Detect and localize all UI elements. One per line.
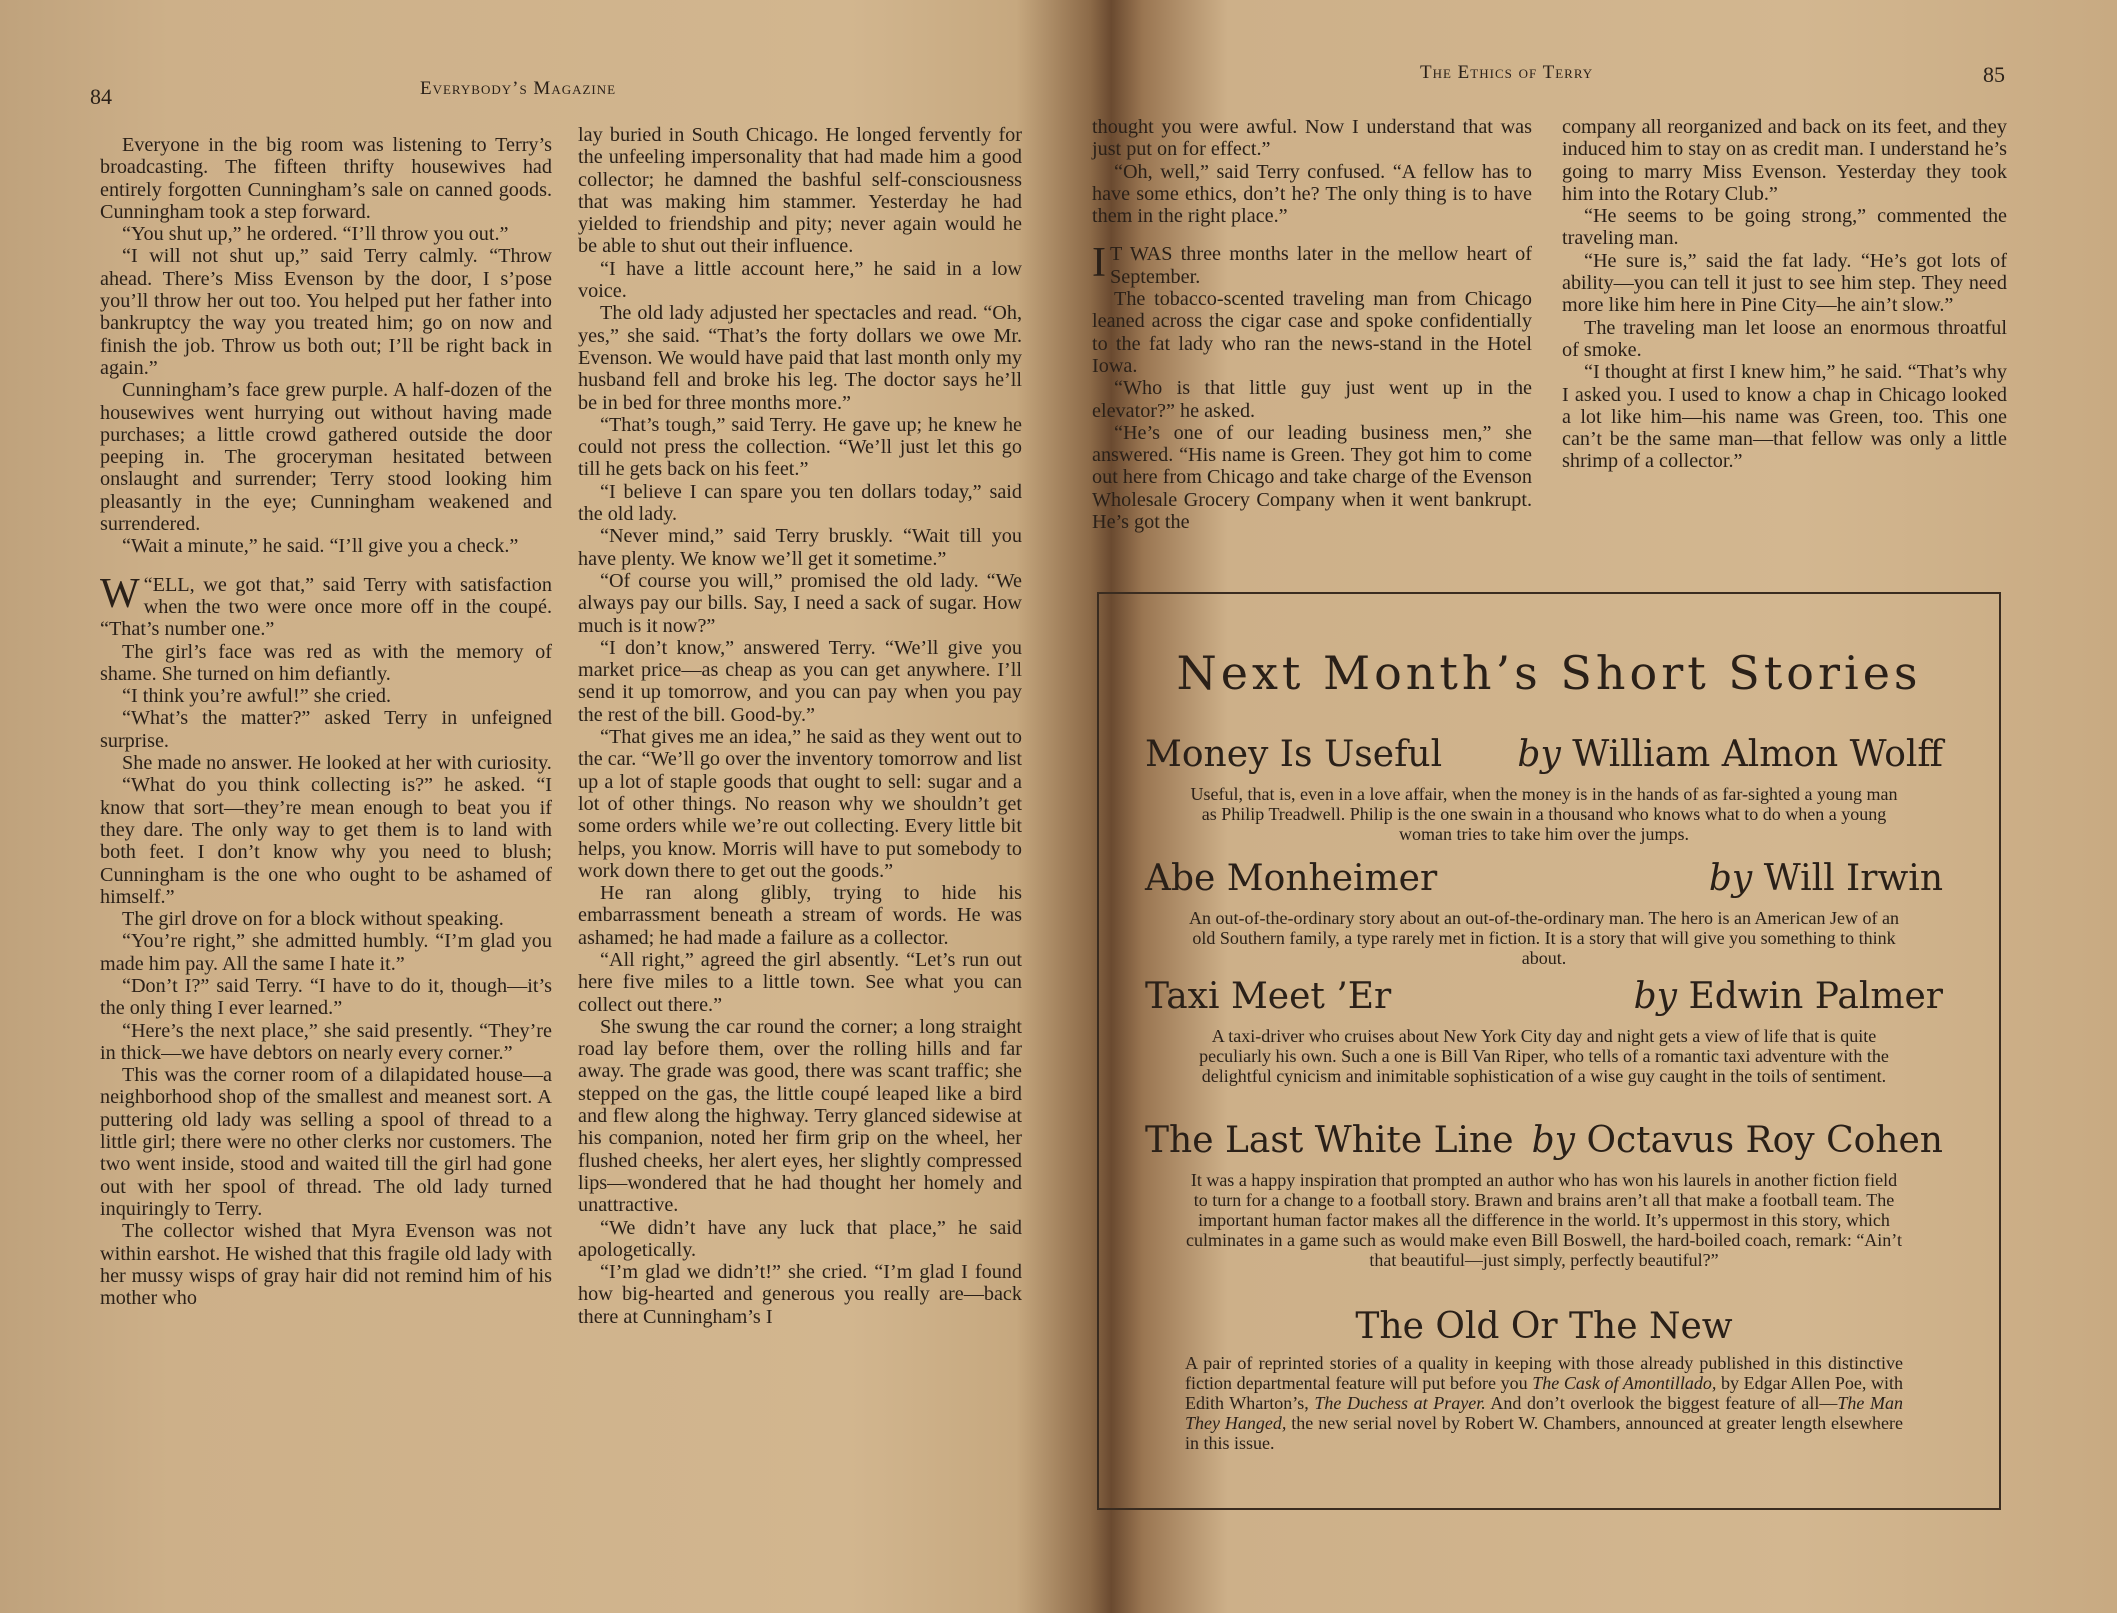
paragraph: “I think you’re awful!” she cried. [122, 685, 392, 708]
paragraph: The traveling man let loose an enormous throatful of smoke. [1562, 316, 2007, 361]
paragraph: “Oh, well,” said Terry confused. “A fellow has to have some ethics, don’t he? The only thing is to have them in the right place.” [1092, 160, 1532, 228]
right-column-2 [1562, 116, 2007, 473]
announcement-title: Next Month’s Short Stories [1176, 646, 1922, 700]
section-first-paragraph: ELL, we got that,” said Terry with satisfaction when the two were once more off in the coupé. “That’s number one.” [100, 573, 552, 641]
paragraph: “I thought at first I knew him,” he said. “That’s why I asked you. I used to know a chap in Chicago looked a lot like him—his name was Green, too. This one can’t be the same man—that fellow was only a little shrimp of a collector.” [1562, 361, 2007, 473]
paragraph: “Here’s the next place,” she said presently. “They’re in thick—we have debtors on nearly every corner.” [100, 1019, 552, 1064]
story-author [1709, 858, 1943, 899]
story-last-white-line [1145, 1120, 1943, 1270]
paragraph: “That’s tough,” said Terry. He gave up; he knew he could not press the collection. “We’ll just let this go till he gets back on his feet.” [578, 413, 1022, 481]
story-author [1634, 976, 1943, 1017]
story-author [1532, 1120, 1943, 1161]
paragraph: thought you were awful. Now I understand that was just put on for effect.” [1092, 116, 1532, 161]
paragraph: “We didn’t have any luck that place,” he said apologetically. [578, 1216, 1022, 1261]
story-title: The Last White Line [1145, 1120, 1514, 1161]
paragraph: “I’m glad we didn’t!” she cried. “I’m glad I found how big-hearted and generous you really are—back there at Cunningham’s I [578, 1261, 1022, 1328]
paragraph: She swung the car round the corner; a long straight road lay before them, over the rolling hills and far away. The grade was good, there was scant traffic; she stepped on the gas, the little coupé leaped like a bird and flew along the highway. Terry glanced sidewise at his companion, noted her firm grip on the wheel, her flushed cheeks, her alert eyes, her slightly compressed lips—wondered that he had thought her homely and unattractive. [578, 1015, 1022, 1217]
story-abe-monheimer [1145, 858, 1943, 968]
author-name: Edwin Palmer [1688, 976, 1943, 1017]
by-label: by [1633, 976, 1678, 1017]
author-name: Octavus Roy Cohen [1586, 1120, 1943, 1161]
paragraph: “Don’t I?” said Terry. “I have to do it, though—it’s the only thing I ever learned.” [100, 974, 552, 1020]
right-column-1 [1092, 116, 1532, 533]
by-label: by [1517, 734, 1561, 775]
running-head-left: Everybody’s Magazine [420, 78, 617, 99]
paragraph: The tobacco-scented traveling man from Chicago leaned across the cigar case and spoke confidentially to the fat lady who ran the news-stand in the Hotel Iowa. [1092, 288, 1532, 377]
story-title: Taxi Meet ’Er [1145, 976, 1392, 1017]
paragraph: The collector wished that Myra Evenson was not within earshot. He wished that this fragile old lady with her mussy wisps of gray hair did not remind him of his mother who [100, 1220, 552, 1310]
paragraph: “I will not shut up,” said Terry calmly. “Throw ahead. There’s Miss Evenson by the door, I s’pose you’ll throw her out too. You helped put her father into bankruptcy the way you treated him; go on now and finish the job. Throw us both out; I’ll be right back in again.” [100, 245, 552, 379]
by-label: by [1708, 858, 1753, 899]
story-description: It was a happy inspiration that prompted an author who has won his laurels in another fiction field to turn for a change to a football story. Brawn and brains aren’t all that make a football team. The important human factor makes all the difference in the world. It’s uppermost in this story, which culminates in a game such as would make even Bill Boswell, the hard-boiled coach, remark: “Ain’t that beautiful—just simply, perfectly beautiful?” [1186, 1170, 1902, 1270]
drop-cap: W [100, 570, 140, 617]
section-opening-right [1092, 240, 1532, 288]
story-title: Money Is Useful [1145, 734, 1443, 775]
story-author [1517, 734, 1943, 775]
paragraph: He ran along glibly, trying to hide his embarrassment beneath a stream of words. He was ashamed; he had made a failure as a collector. [578, 882, 1022, 949]
paragraph: company all reorganized and back on its feet, and they induced him to stay on as credit man. I understand he’s going to marry Miss Evenson. Yesterday they took him into the Rotary Club.” [1562, 116, 2007, 205]
paragraph: “That gives me an idea,” he said as they went out to the car. “We’ll go over the inventory tomorrow and list up a lot of staple goods that ought to sell: sugar and a lot of other things. No reason why we shouldn’t get some orders while we’re out collecting. Every little bit helps, you know. Morris will have to put somebody to work down there to get out the goods.” [578, 726, 1022, 882]
story-money-is-useful [1145, 734, 1943, 844]
story-description: An out-of-the-ordinary story about an out-of-the-ordinary man. The hero is an American Jew of an old Southern family, a type rarely met in fiction. It is a story that will give you something to think about. [1189, 908, 1899, 968]
page-number-right: 85 [1983, 62, 2005, 87]
paragraph: “You’re right,” she admitted humbly. “I’m glad you made him pay. All the same I hate it.” [100, 930, 552, 975]
title-cask-of-amontillado: The Cask of Amontillado, [1532, 1373, 1717, 1393]
story-description: A taxi-driver who cruises about New York City day and night gets a view of life that is quite peculiarly his own. Such a one is Bill Van Riper, who tells of a romantic taxi adventure with the delightful cynicism and inimitable sophistication of a wise guy caught in the toils of sentiment. [1199, 1026, 1889, 1086]
paragraph: Cunningham’s face grew purple. A half-dozen of the housewives went hurrying out without having made purchases; a little crowd gathered outside the door peeping in. The groceryman hesitated between onslaught and surrender; Terry stood looking him pleasantly in the eye; Cunningham weakened and surrendered. [100, 379, 552, 536]
paragraph: The old lady adjusted her spectacles and read. “Oh, yes,” she said. “That’s the forty dollars we owe Mr. Evenson. We would have paid that last month only my husband fell and broke his leg. The doctor says he’ll be in bed for three months more.” [578, 302, 1022, 414]
paragraph: “You shut up,” he ordered. “I’ll throw you out.” [122, 223, 509, 246]
paragraph: “Who is that little guy just went up in the elevator?” he asked. [1092, 377, 1532, 422]
paragraph: “I believe I can spare you ten dollars today,” said the old lady. [578, 480, 1022, 526]
left-column-1 [100, 134, 552, 1309]
paragraph: “Wait a minute,” he said. “I’ll give you a check.” [122, 535, 519, 558]
paragraph: “Of course you will,” promised the old lady. “We always pay our bills. Say, I need a sack of sugar. How much is it now?” [578, 569, 1022, 637]
title-man-they-hanged: The Man They Hanged, [1185, 1393, 1903, 1433]
paragraph: “I don’t know,” answered Terry. “We’ll give you market price—as cheap as you can get anywhere. I’ll send it up tomorrow, and you can pay when you pay the rest of the bill. Good-by.” [578, 636, 1022, 726]
paragraph: “I have a little account here,” he said in a low voice. [578, 257, 1022, 303]
story-description [1145, 1353, 1943, 1453]
by-label: by [1531, 1120, 1576, 1161]
paragraph: “He seems to be going strong,” commented the traveling man. [1562, 205, 2007, 250]
story-taxi-meet-er [1145, 976, 1943, 1086]
author-name: Will Irwin [1763, 858, 1943, 899]
paragraph: She made no answer. He looked at her with curiosity. [122, 752, 552, 775]
open-quote: “ [143, 573, 153, 596]
paragraph: “Never mind,” said Terry bruskly. “Wait till you have plenty. We know we’ll get it sometime.” [578, 525, 1022, 570]
running-head-right: The Ethics of Terry [1420, 62, 1594, 83]
paragraph: “He sure is,” said the fat lady. “He’s got lots of ability—you can tell it just to see him step. They need more like him here in Pine City—he ain’t slow.” [1562, 249, 2007, 317]
paragraph: “What do you think collecting is?” he asked. “I know that sort—they’re mean enough to beat you if they dare. The only way to get them is to land with both feet. I don’t know why you need to blush; Cunningham is the one who ought to be ashamed of himself.” [100, 774, 552, 908]
section-first-paragraph-right: T WAS three months later in the mellow heart of September. [1110, 243, 1532, 288]
paragraph: “He’s one of our leading business men,” she answered. “His name is Green. They got him to come out here from Chicago and take charge of the Evenson Wholesale Grocery Company when it went bankrupt. He’s got the [1092, 421, 1532, 534]
story-description: Useful, that is, even in a love affair, when the money is in the hands of as far-sighted a young man as Philip Treadwell. Philip is the one swain in a thousand who knows what to do when a young woman tries to take him over the jumps. [1190, 784, 1898, 844]
story-title: Abe Monheimer [1145, 858, 1438, 899]
story-old-or-new [1145, 1306, 1943, 1453]
desc-part: A pair of reprinted stories of a quality in keeping with those already published in this distinctive fiction departmental feature will put before you [1185, 1353, 1903, 1393]
paragraph: Everyone in the big room was listening to Terry’s broadcasting. The fifteen thrifty housewives had entirely forgotten Cunningham’s sale on canned goods. Cunningham took a step forward. [100, 134, 552, 223]
title-duchess-at-prayer: The Duchess at Prayer. [1314, 1393, 1486, 1413]
paragraph: The girl drove on for a block without speaking. [122, 908, 504, 931]
paragraph: “All right,” agreed the girl absently. “Let’s run out here five miles to a little town. See what you can collect out there.” [578, 948, 1022, 1016]
paragraph: lay buried in South Chicago. He longed fervently for the unfeeling impersonality that had made him a good collector; he damned the bashful self-consciousness that was making him stammer. Yesterday he had yielded to friendship and pity; never again would he be able to shut out their influence. [578, 124, 1022, 258]
left-column-2 [578, 124, 1022, 1328]
section-opening [100, 570, 552, 641]
paragraph: The girl’s face was red as with the memory of shame. She turned on him defiantly. [100, 640, 552, 685]
desc-part: by Edgar Allen Poe, with Edith Wharton’s, [1185, 1373, 1903, 1413]
paragraph: “What’s the matter?” asked Terry in unfeigned surprise. [100, 707, 552, 752]
story-title: The Old Or The New [1355, 1306, 1733, 1347]
desc-part: And don’t overlook the biggest feature of all— [1485, 1393, 1838, 1413]
next-month-announcement [1097, 592, 2001, 1510]
paragraph: This was the corner room of a dilapidated house—a neighborhood shop of the smallest and meanest sort. A puttering old lady was selling a spool of thread to a little girl; there were no other clerks nor customers. The two went inside, stood and waited till the girl had gone out with her spool of thread. The old lady turned inquiringly to Terry. [100, 1064, 552, 1220]
drop-cap-right: I [1092, 240, 1106, 287]
author-name: William Almon Wolff [1572, 734, 1943, 775]
page-number-left: 84 [90, 84, 112, 109]
desc-part: the new serial novel by Robert W. Chambers, announced at greater length elsewhere in this issue. [1185, 1413, 1903, 1453]
